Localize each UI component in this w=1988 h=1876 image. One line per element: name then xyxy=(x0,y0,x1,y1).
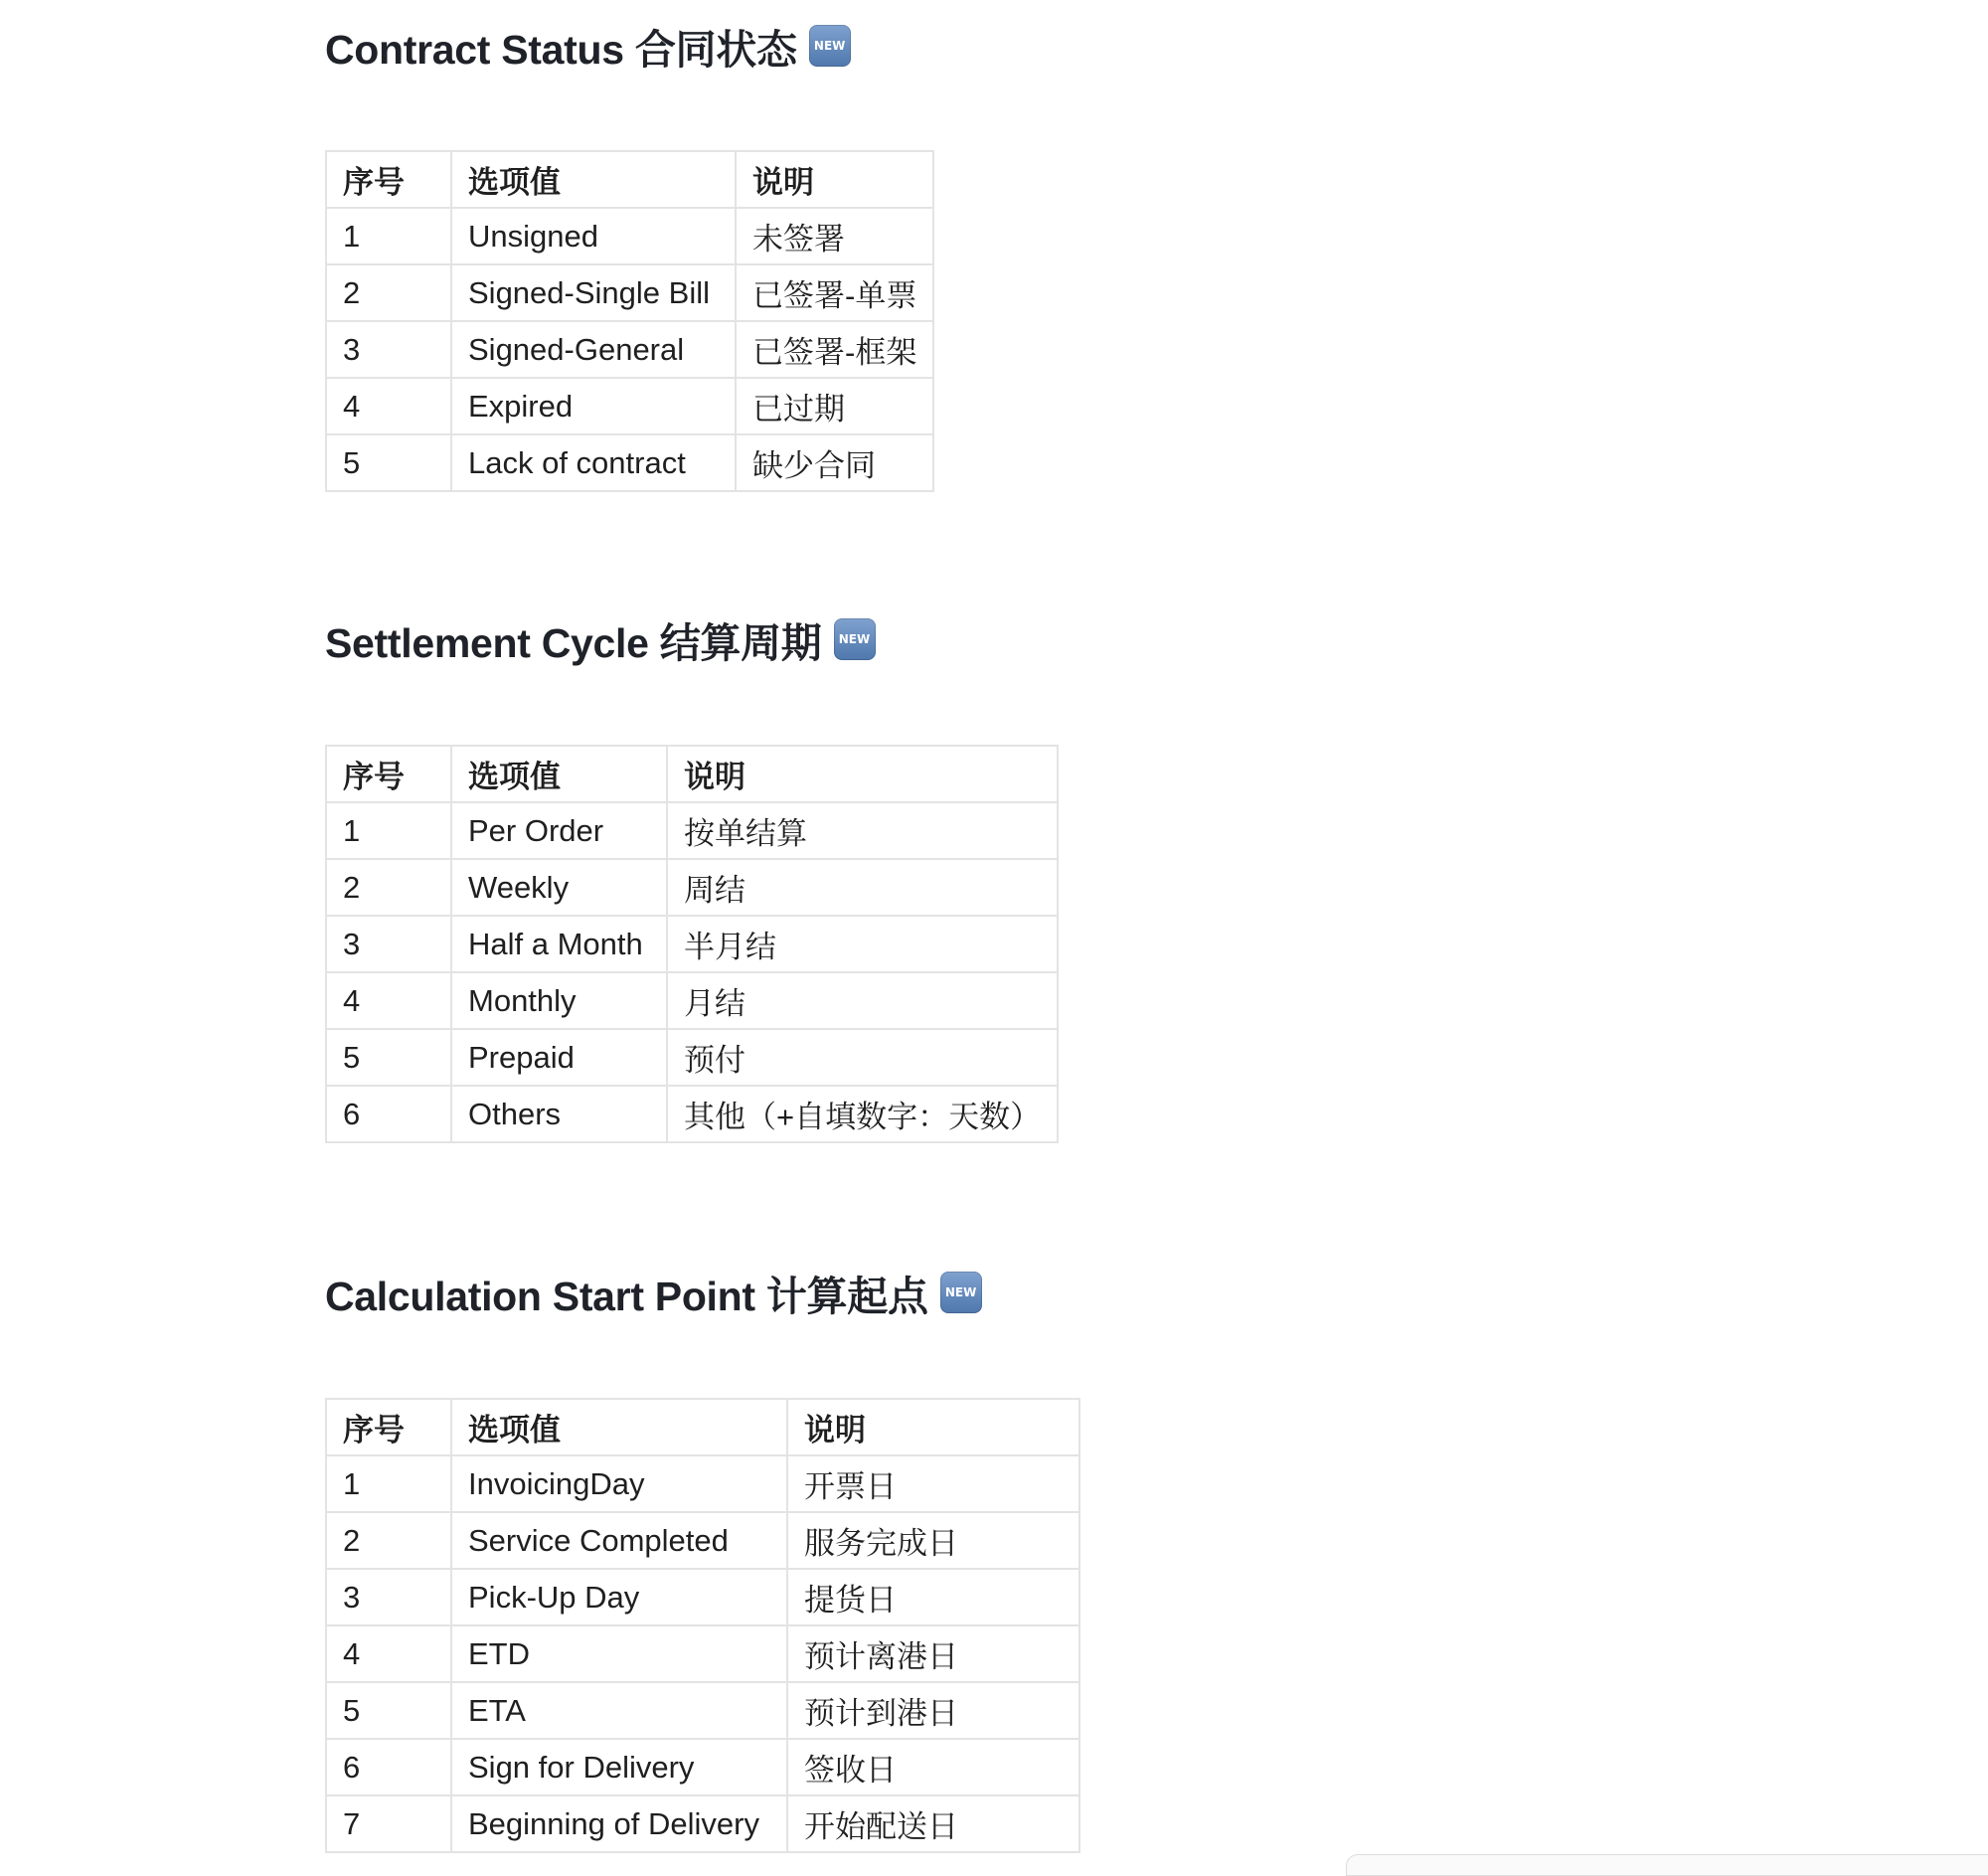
table-cell: 提货日 xyxy=(787,1569,1079,1625)
table-cell: 已签署-单票 xyxy=(736,264,933,321)
table-cell: 签收日 xyxy=(787,1739,1079,1795)
table-cell: Prepaid xyxy=(451,1029,667,1086)
table-cell: 开始配送日 xyxy=(787,1795,1079,1852)
table-header-row xyxy=(326,746,1058,802)
horizontal-scrollbar[interactable] xyxy=(1346,1854,1988,1876)
table-row xyxy=(326,208,933,264)
table-cell: Beginning of Delivery xyxy=(451,1795,787,1852)
table-row xyxy=(326,1512,1079,1569)
table-cell: 预计离港日 xyxy=(787,1625,1079,1682)
table-cell: 已签署-框架 xyxy=(736,321,933,378)
section-settlement-cycle xyxy=(325,611,876,667)
table-row xyxy=(326,1739,1079,1795)
table-cell: 3 xyxy=(326,1569,451,1625)
table-cell: 半月结 xyxy=(667,916,1058,972)
table-cell: 5 xyxy=(326,1029,451,1086)
table-row xyxy=(326,1086,1058,1142)
header-cell: 序号 xyxy=(326,1399,451,1455)
header-cell: 序号 xyxy=(326,746,451,802)
table-header-row xyxy=(326,1399,1079,1455)
header-cell: 序号 xyxy=(326,151,451,208)
section-title: Contract Status 合同状态 xyxy=(325,26,797,73)
section-calculation-start-point xyxy=(325,1265,982,1320)
table-cell: 缺少合同 xyxy=(736,434,933,491)
table-cell: Monthly xyxy=(451,972,667,1029)
new-badge-icon: NEW xyxy=(940,1272,982,1313)
table-cell: Weekly xyxy=(451,859,667,916)
section-contract-status xyxy=(325,18,851,74)
table-cell: 预付 xyxy=(667,1029,1058,1086)
table-cell: Sign for Delivery xyxy=(451,1739,787,1795)
table-row xyxy=(326,1455,1079,1512)
settlement-cycle-table xyxy=(325,745,1059,1143)
section-heading xyxy=(325,18,851,74)
table-cell: InvoicingDay xyxy=(451,1455,787,1512)
table-row xyxy=(326,434,933,491)
table-row xyxy=(326,264,933,321)
table-row xyxy=(326,1569,1079,1625)
table-row xyxy=(326,1029,1058,1086)
table-row xyxy=(326,1625,1079,1682)
table-row xyxy=(326,378,933,434)
table-cell: 已过期 xyxy=(736,378,933,434)
table-cell: Lack of contract xyxy=(451,434,736,491)
new-badge-icon: NEW xyxy=(834,618,876,660)
section-title: Settlement Cycle 结算周期 xyxy=(325,619,822,666)
table-cell: ETA xyxy=(451,1682,787,1739)
table-cell: Unsigned xyxy=(451,208,736,264)
table-cell: 6 xyxy=(326,1086,451,1142)
table-cell: 2 xyxy=(326,859,451,916)
table-cell: 1 xyxy=(326,802,451,859)
table-row xyxy=(326,321,933,378)
header-cell: 选项值 xyxy=(451,746,667,802)
table-cell: 2 xyxy=(326,1512,451,1569)
table-cell: Signed-Single Bill xyxy=(451,264,736,321)
table-cell: Signed-General xyxy=(451,321,736,378)
table-cell: Others xyxy=(451,1086,667,1142)
table-cell: Per Order xyxy=(451,802,667,859)
table-cell: 周结 xyxy=(667,859,1058,916)
table-cell: 未签署 xyxy=(736,208,933,264)
table-row xyxy=(326,859,1058,916)
table-cell: 3 xyxy=(326,916,451,972)
table-cell: 4 xyxy=(326,1625,451,1682)
table-cell: 服务完成日 xyxy=(787,1512,1079,1569)
table-cell: 5 xyxy=(326,434,451,491)
table-cell: Half a Month xyxy=(451,916,667,972)
table-cell: 月结 xyxy=(667,972,1058,1029)
table-cell: 3 xyxy=(326,321,451,378)
section-title: Calculation Start Point 计算起点 xyxy=(325,1273,928,1319)
table-cell: ETD xyxy=(451,1625,787,1682)
header-cell: 说明 xyxy=(787,1399,1079,1455)
table-cell: 2 xyxy=(326,264,451,321)
header-cell: 说明 xyxy=(667,746,1058,802)
table-cell: 7 xyxy=(326,1795,451,1852)
table-cell: 按单结算 xyxy=(667,802,1058,859)
table-header-row xyxy=(326,151,933,208)
header-cell: 选项值 xyxy=(451,151,736,208)
table-cell: 开票日 xyxy=(787,1455,1079,1512)
table-cell: Expired xyxy=(451,378,736,434)
section-heading xyxy=(325,1265,982,1320)
table-cell: 4 xyxy=(326,972,451,1029)
new-badge-icon: NEW xyxy=(809,25,851,67)
table-cell: 1 xyxy=(326,208,451,264)
table-row xyxy=(326,972,1058,1029)
table-row xyxy=(326,1682,1079,1739)
table-cell: 4 xyxy=(326,378,451,434)
header-cell: 说明 xyxy=(736,151,933,208)
table-row xyxy=(326,1795,1079,1852)
section-heading xyxy=(325,611,876,667)
table-cell: 6 xyxy=(326,1739,451,1795)
table-cell: 预计到港日 xyxy=(787,1682,1079,1739)
header-cell: 选项值 xyxy=(451,1399,787,1455)
table-cell: 1 xyxy=(326,1455,451,1512)
table-row xyxy=(326,802,1058,859)
calculation-start-point-table xyxy=(325,1398,1080,1853)
table-row xyxy=(326,916,1058,972)
table-cell: 5 xyxy=(326,1682,451,1739)
table-cell: Pick-Up Day xyxy=(451,1569,787,1625)
contract-status-table xyxy=(325,150,934,492)
table-cell: 其他（+自填数字：天数） xyxy=(667,1086,1058,1142)
table-cell: Service Completed xyxy=(451,1512,787,1569)
